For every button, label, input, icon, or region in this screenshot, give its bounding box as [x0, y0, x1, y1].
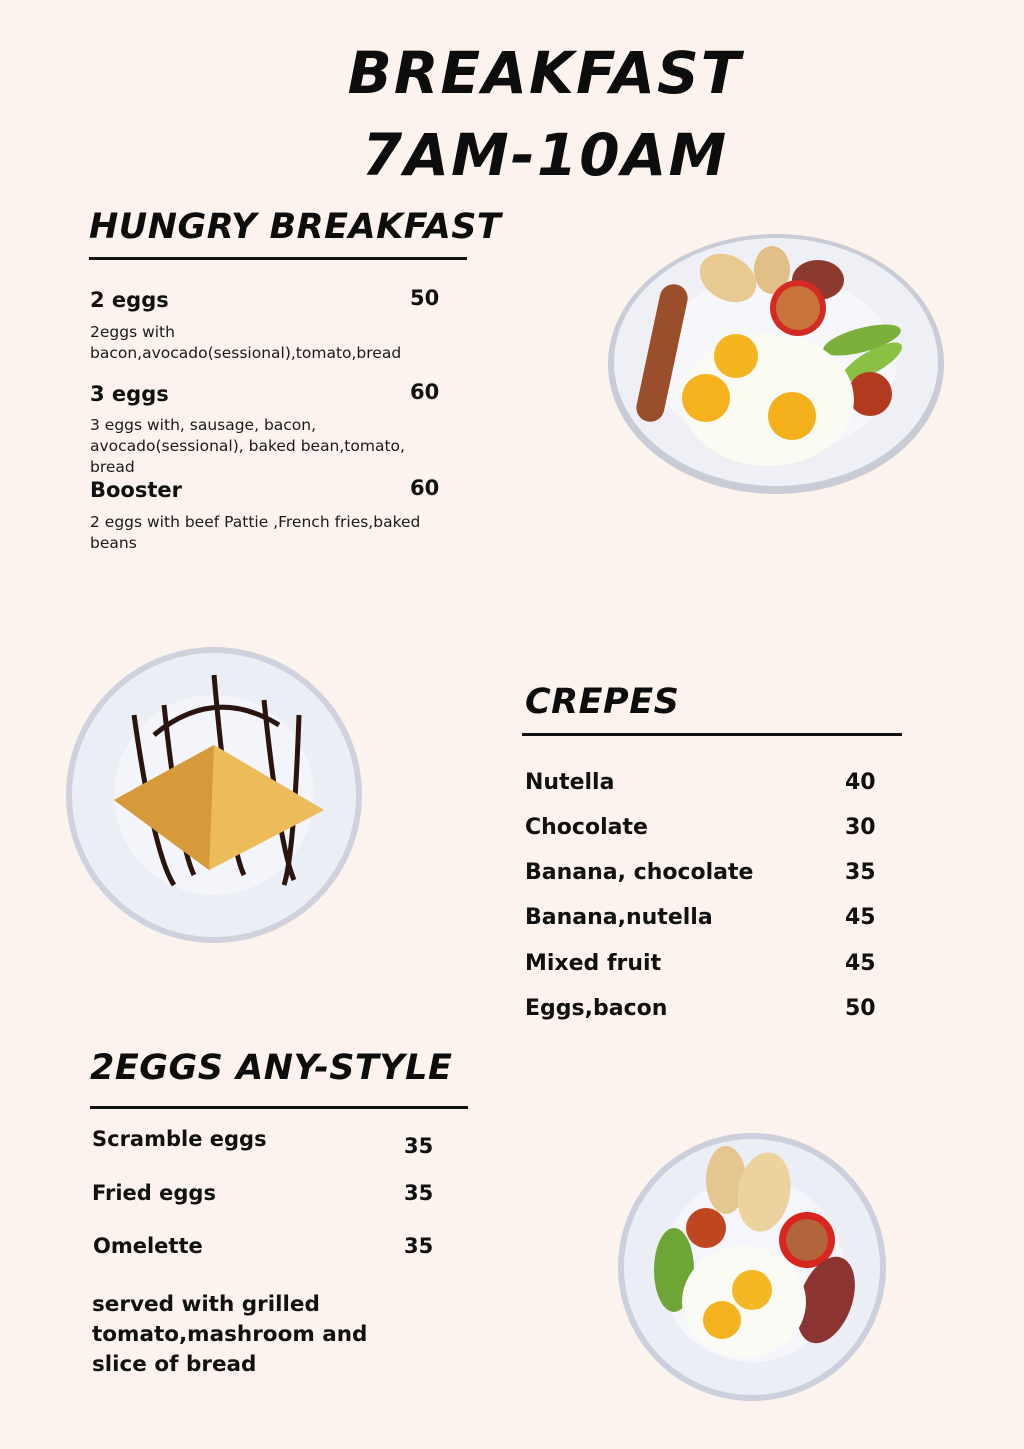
eggs-any-style-photo	[614, 1130, 890, 1404]
menu-title-line1: BREAKFAST	[347, 39, 743, 107]
eggs-any-style-divider	[90, 1106, 468, 1109]
menu-item-name: Booster	[90, 478, 182, 502]
menu-title-line2: 7AM-10AM	[361, 121, 729, 189]
crepe-item-price: 50	[845, 996, 876, 1021]
menu-item-name: 2 eggs	[90, 288, 169, 312]
eggs-item-name: Omelette	[93, 1234, 203, 1258]
eggs-item-price: 35	[404, 1234, 434, 1258]
menu-item-price: 60	[410, 380, 440, 404]
menu-item-description: 3 eggs with, sausage, bacon, avocado(sessional), baked bean,tomato, bread	[90, 416, 405, 476]
hungry-breakfast-heading: HUNGRY BREAKFAST	[89, 207, 502, 247]
menu-item-name: 3 eggs	[90, 382, 169, 406]
menu-item-description: 2eggs with bacon,avocado(sessional),tomato,bread	[90, 323, 402, 362]
crepe-item-name: Chocolate	[525, 815, 648, 840]
crepe-item-price: 35	[845, 860, 876, 885]
crepe-item-name: Banana,nutella	[525, 905, 713, 930]
crepe-item-price: 45	[845, 905, 876, 930]
crepes-divider	[522, 733, 902, 736]
crepe-item-price: 45	[845, 951, 876, 976]
eggs-item-price: 35	[404, 1134, 434, 1158]
crepe-photo	[64, 645, 364, 945]
menu-item-price: 50	[410, 286, 440, 310]
eggs-item-name: Scramble eggs	[92, 1127, 267, 1151]
crepe-item-name: Eggs,bacon	[525, 996, 668, 1021]
hungry-breakfast-photo	[600, 228, 950, 500]
crepe-item-price: 30	[845, 815, 876, 840]
menu-item-description: 2 eggs with beef Pattie ,French fries,baked beans	[90, 513, 421, 552]
crepe-item-name: Nutella	[525, 770, 615, 795]
crepe-item-name: Mixed fruit	[525, 951, 662, 976]
crepe-item-name: Banana, chocolate	[525, 860, 754, 885]
hungry-breakfast-divider	[89, 257, 467, 260]
menu-item-price: 60	[410, 476, 440, 500]
crepes-heading: CREPES	[525, 682, 680, 722]
eggs-item-price: 35	[404, 1181, 434, 1205]
eggs-any-style-heading: 2EGGS ANY-STYLE	[90, 1048, 453, 1088]
crepe-item-price: 40	[845, 770, 876, 795]
eggs-item-name: Fried eggs	[92, 1181, 216, 1205]
eggs-served-with-note: served with grilled tomato,mashroom and slice of bread	[92, 1292, 368, 1377]
